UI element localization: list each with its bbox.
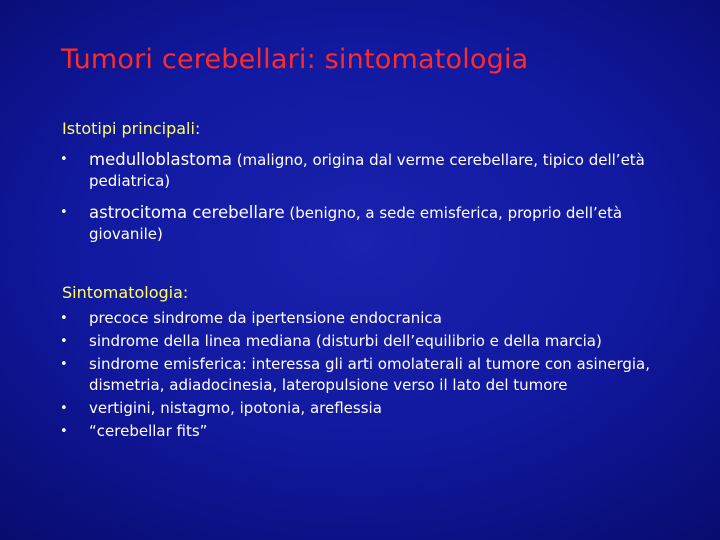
symptom-list: [60, 308, 660, 444]
symptom-text: sindrome della linea mediana (disturbi dell’equilibrio e della marcia): [89, 332, 602, 350]
symptom-text: vertigini, nistagmo, ipotonia, areflessia: [89, 399, 382, 417]
bullet-icon: •: [60, 152, 68, 167]
slide-title: Tumori cerebellari: sintomatologia: [61, 44, 529, 75]
section-heading-symptoms: Sintomatologia:: [62, 283, 189, 302]
histotype-term: medulloblastoma: [89, 150, 232, 169]
symptom-text: sindrome emisferica: interessa gli arti omolaterali al tumore con asinergia, dismetria, adiadocinesia, lateropulsione verso il lato del tumore: [89, 355, 650, 394]
symptom-text: “cerebellar fits”: [89, 422, 208, 440]
list-item: [60, 202, 660, 245]
histotype-list: [60, 149, 660, 255]
list-item: [60, 331, 660, 352]
histotype-term: astrocitoma cerebellare: [89, 203, 285, 222]
list-item: [60, 421, 660, 442]
symptom-text: precoce sindrome da ipertensione endocranica: [89, 309, 442, 327]
histotype-detail: (benigno, a sede emisferica, proprio dell’età giovanile): [89, 204, 623, 243]
list-item: [60, 149, 660, 192]
histotype-detail: (maligno, origina dal verme cerebellare, tipico dell’età pediatrica): [89, 151, 645, 190]
bullet-icon: •: [60, 334, 68, 349]
bullet-icon: •: [60, 424, 68, 439]
bullet-icon: •: [60, 401, 68, 416]
section-heading-histotypes: Istotipi principali:: [62, 119, 201, 138]
bullet-icon: •: [60, 311, 68, 326]
list-item: [60, 308, 660, 329]
bullet-icon: •: [60, 205, 68, 220]
bullet-icon: •: [60, 357, 68, 372]
list-item: [60, 398, 660, 419]
list-item: [60, 354, 660, 396]
